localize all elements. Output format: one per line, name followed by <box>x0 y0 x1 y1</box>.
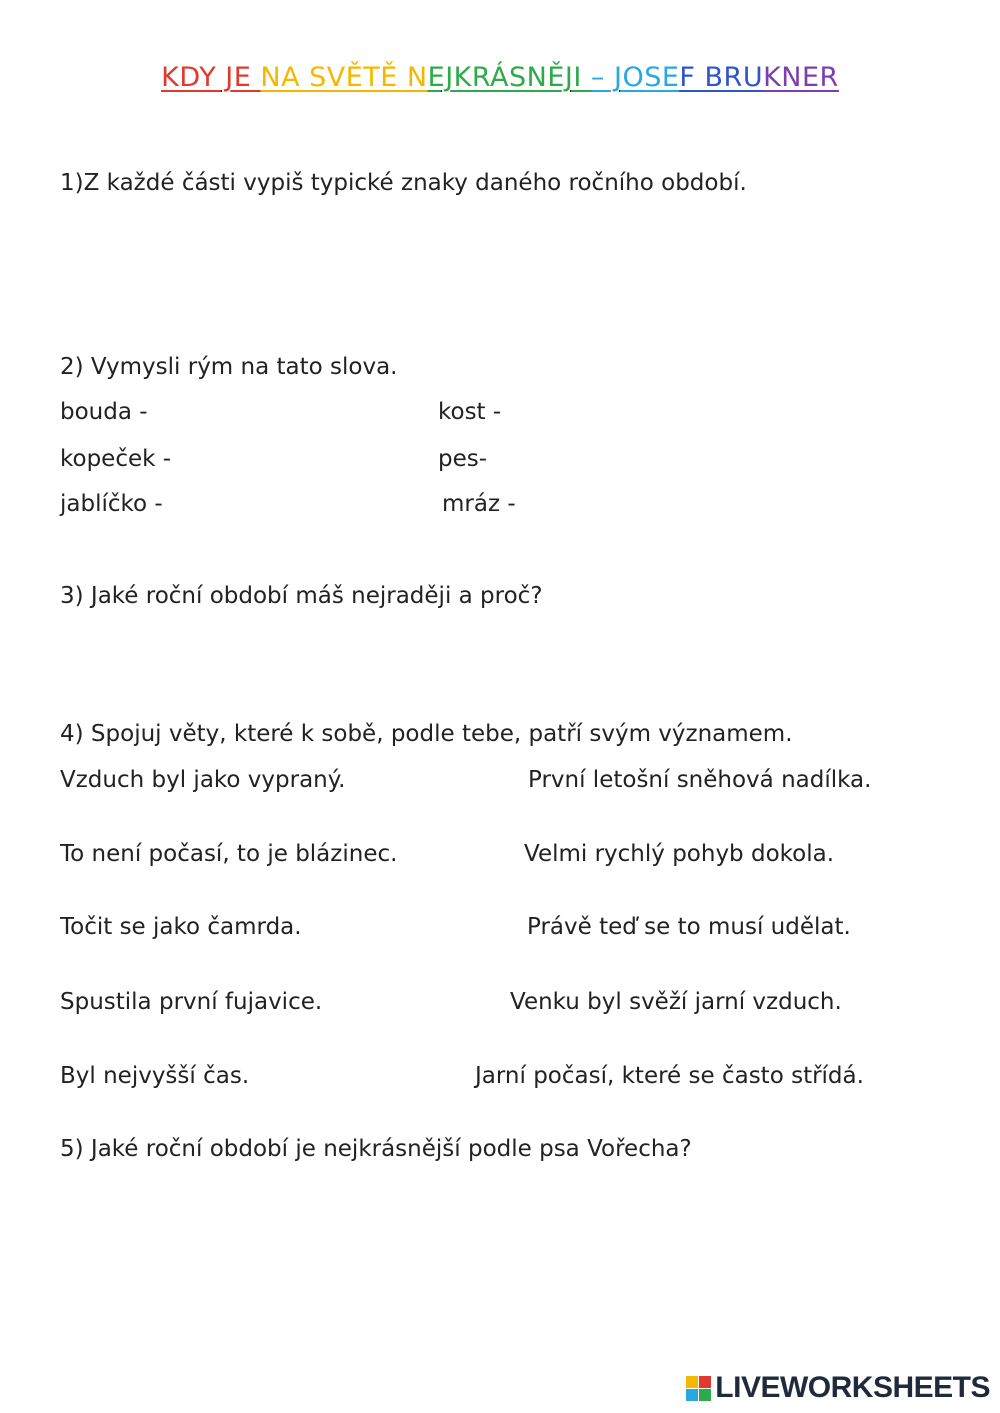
question-4: 4) Spojuj věty, které k sobě, podle tebe, patří svým významem. <box>60 721 793 747</box>
rhyme-word-right: pes- <box>438 446 488 472</box>
title-segment: KNER <box>763 62 839 93</box>
title-segment: – JOSE <box>590 62 680 93</box>
question-2: 2) Vymysli rým na tato slova. <box>60 354 398 380</box>
logo-square <box>699 1389 711 1401</box>
match-sentence-left: Vzduch byl jako vypraný. <box>60 767 346 793</box>
match-sentence-right: Velmi rychlý pohyb dokola. <box>524 841 835 867</box>
title-segment: ÁSNĚJI <box>490 62 591 93</box>
title-segment: NA SVĚTĚ N <box>260 62 428 93</box>
question-3: 3) Jaké roční období máš nejraději a proč? <box>60 583 543 609</box>
rhyme-word-left: jablíčko - <box>60 491 163 517</box>
match-sentence-right: Právě teď se to musí udělat. <box>527 914 851 940</box>
worksheet-title <box>0 62 1000 93</box>
match-sentence-right: Jarní počasí, které se často střídá. <box>475 1063 864 1089</box>
logo-text: LIVEWORKSHEETS <box>715 1371 990 1404</box>
match-sentence-left: Spustila první fujavice. <box>60 989 323 1015</box>
rhyme-word-right: kost - <box>438 399 502 425</box>
match-sentence-left: Byl nejvyšší čas. <box>60 1063 250 1089</box>
logo-mark-icon <box>686 1376 711 1401</box>
match-sentence-left: To není počasí, to je blázinec. <box>60 841 398 867</box>
logo-square <box>686 1389 698 1401</box>
title-segment: EJKR <box>427 62 491 93</box>
match-sentence-left: Točit se jako čamrda. <box>60 914 302 940</box>
rhyme-word-left: kopeček - <box>60 446 172 472</box>
title-segment: KDY JE <box>161 62 261 93</box>
logo-square <box>686 1376 698 1388</box>
rhyme-word-right: mráz - <box>442 491 516 517</box>
liveworksheets-logo <box>686 1371 990 1405</box>
rhyme-word-left: bouda - <box>60 399 148 425</box>
match-sentence-right: První letošní sněhová nadílka. <box>528 767 872 793</box>
match-sentence-right: Venku byl svěží jarní vzduch. <box>510 989 842 1015</box>
question-1: 1)Z každé části vypiš typické znaky daného ročního období. <box>60 170 747 196</box>
question-5: 5) Jaké roční období je nejkrásnější podle psa Vořecha? <box>60 1136 692 1162</box>
logo-square <box>699 1376 711 1388</box>
title-segment: F BRU <box>679 62 764 93</box>
